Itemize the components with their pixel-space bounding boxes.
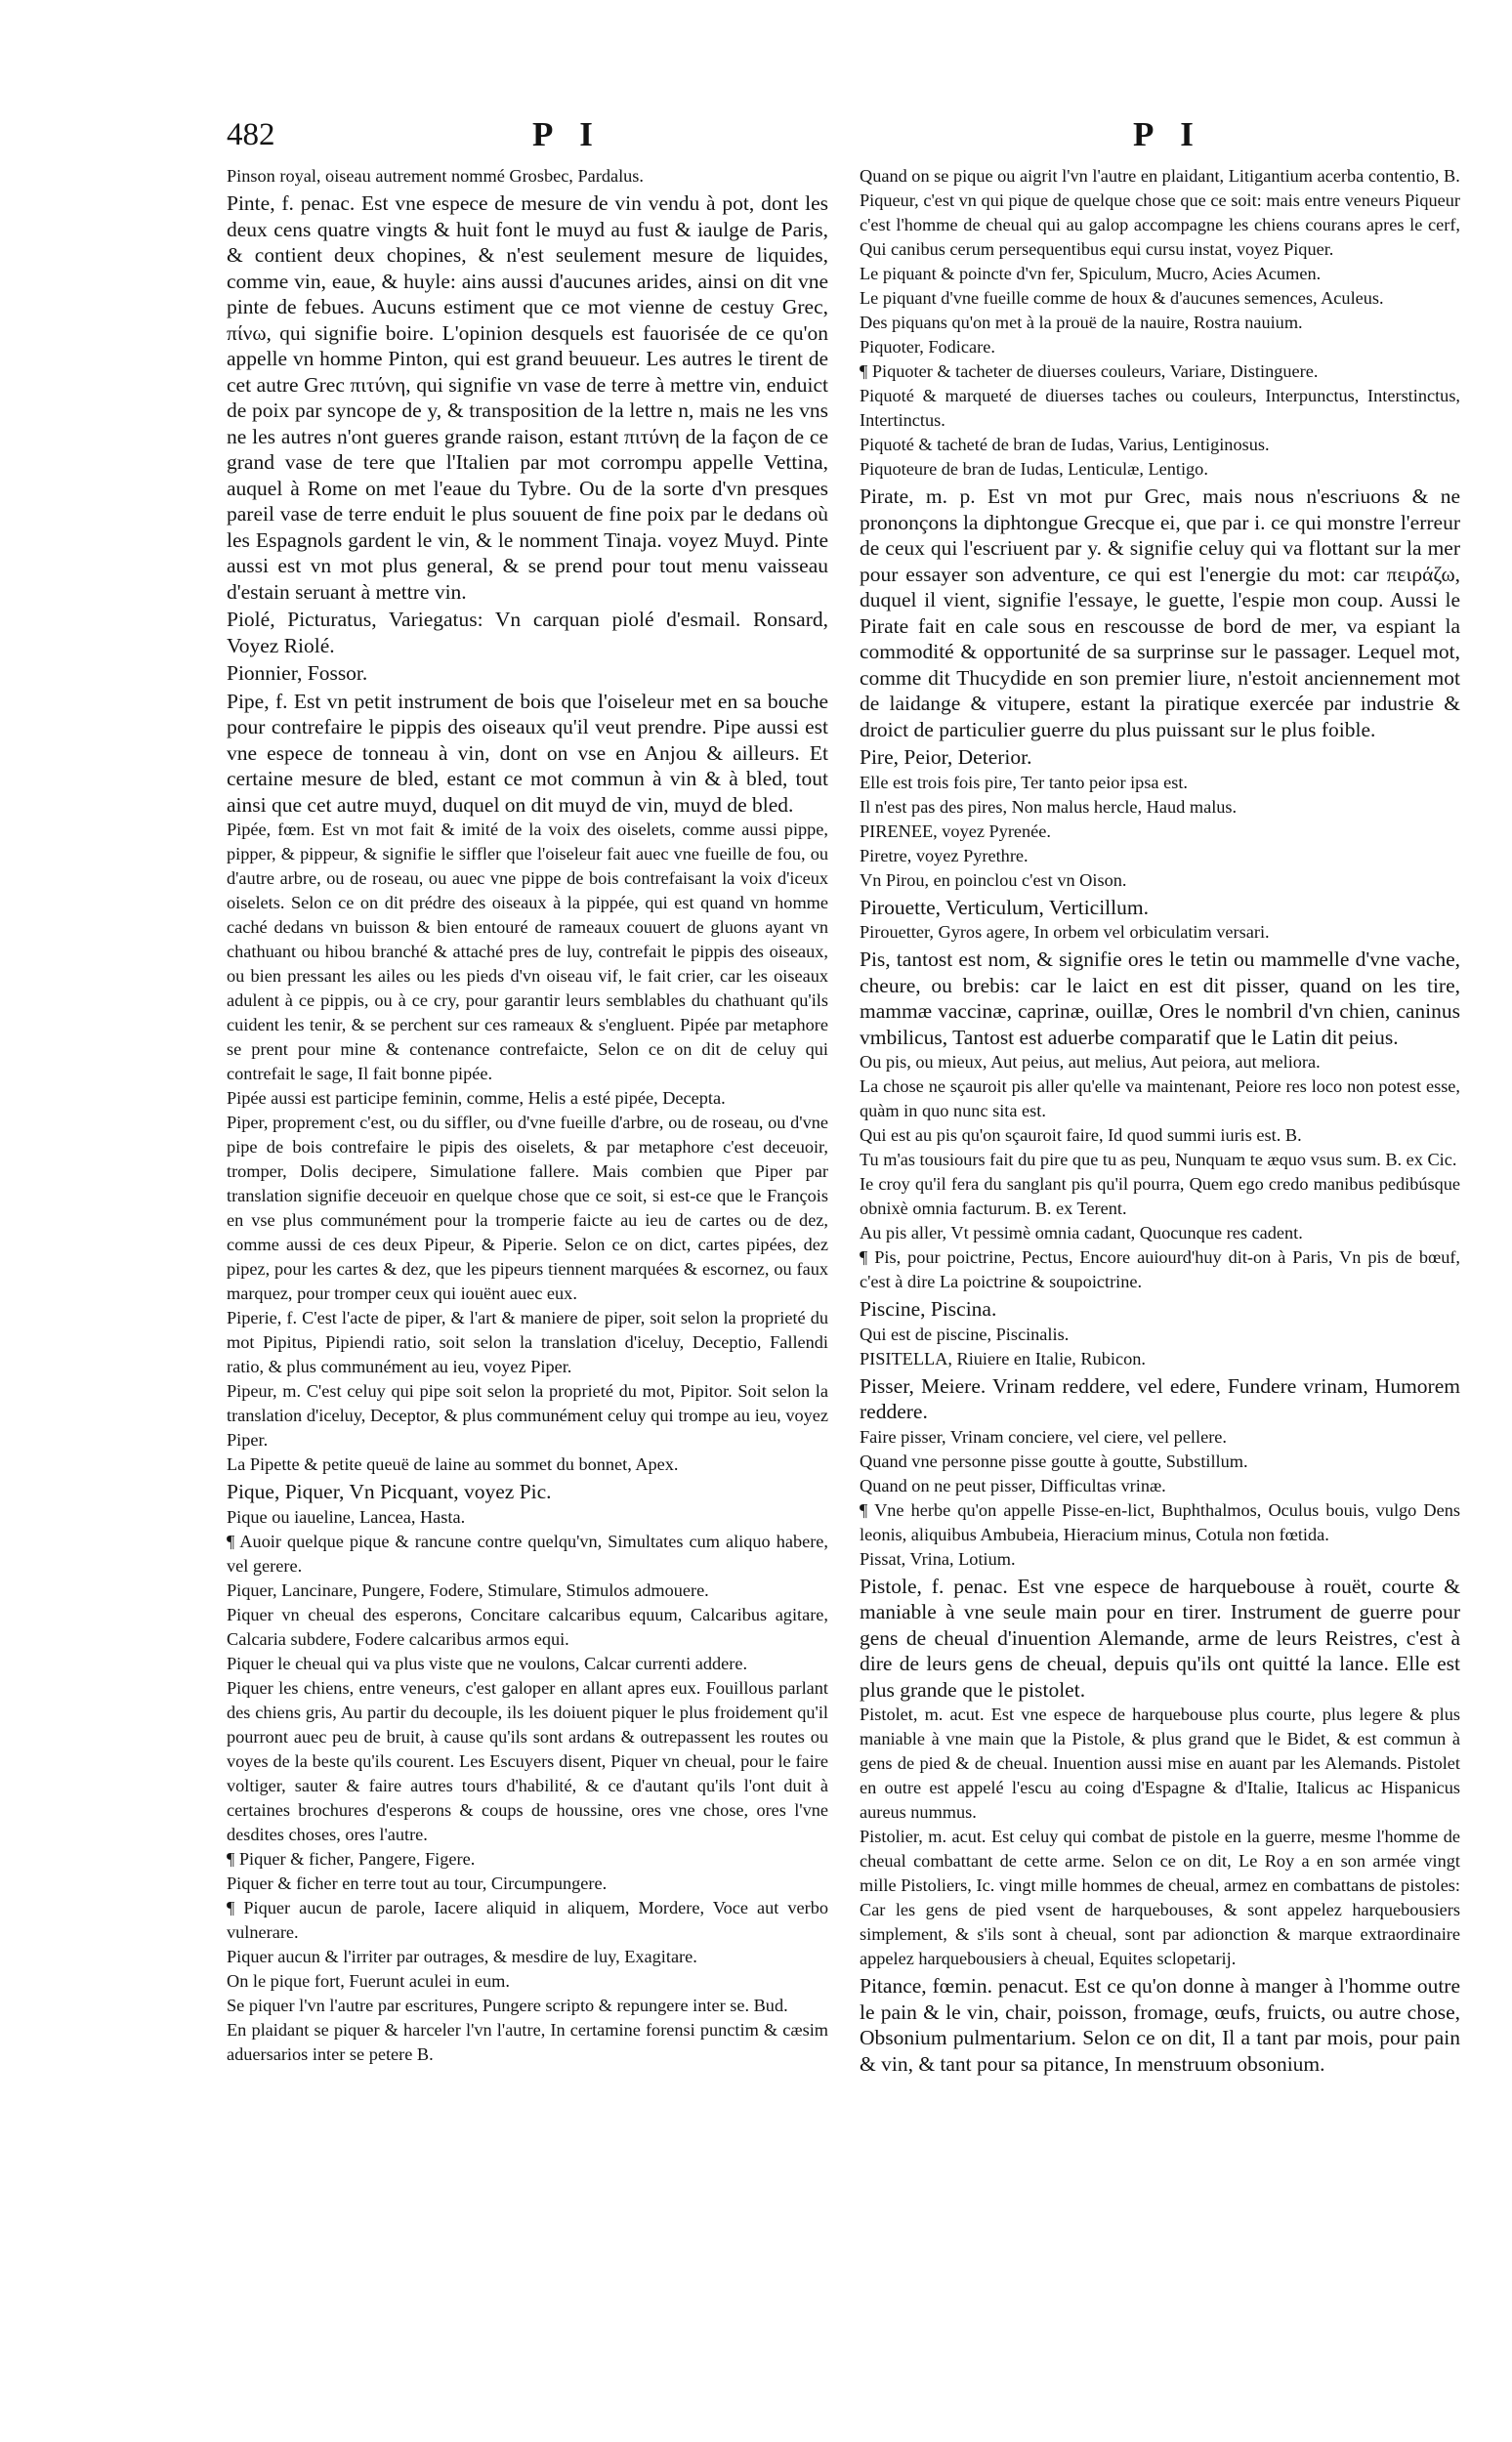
dictionary-entry: Pipeur, m. C'est celuy qui pipe soit selon la proprieté du mot, Pipitor. Soit selon la translation d'iceluy, Deceptor, & plus communément celuy qui trompe au ieu, voyez Piper. [227, 1381, 828, 1450]
dictionary-entry: Piquer le cheual qui va plus viste que ne voulons, Calcar currenti addere. [227, 1653, 748, 1673]
dictionary-entry: Pistolier, m. acut. Est celuy qui combat de pistole en la guerre, mesme l'homme de cheual combattant de cette arme. Selon ce on dit, Le Roy a en son armée vingt mille Pistoliers, Ic. vingt mille hommes de cheual, armez en combattans de pistoles: Car les gens de pied vsent de harquebouses, & sont appelez harquebousiers simplement, & s'ils sont à cheual, sont par adionction & marque extraordinaire appelez harquebousiers à cheual, Equites sclopetarij. [860, 1827, 1460, 1968]
running-header-left: P I [532, 115, 603, 153]
dictionary-entry: Piquer vn cheual des esperons, Concitare calcaribus equum, Calcaribus agitare, Calcaria subdere, Fodere calcaribus armos equi. [227, 1604, 828, 1649]
dictionary-entry: Pirouette, Verticulum, Verticillum. [860, 895, 1149, 919]
dictionary-entry: Il n'est pas des pires, Non malus hercle, Haud malus. [860, 796, 1238, 817]
dictionary-entry: ¶ Pis, pour poictrine, Pectus, Encore auiourd'huy dit-on à Paris, Vn pis de bœuf, c'est à dire La poictrine & soupoictrine. [860, 1247, 1460, 1291]
dictionary-entry: Elle est trois fois pire, Ter tanto peior ipsa est. [860, 772, 1188, 792]
dictionary-entry: Pis, tantost est nom, & signifie ores le tetin ou mammelle d'vne vache, cheure, ou brebis: car le laict en est dit pisser, quand on les tire, mammæ vaccinæ, caprinæ, ouillæ, Ores le nombril d'vn chien, caninus vmbilicus, Tantost est aduerbe comparatif que le Latin dit peius. [860, 947, 1460, 1049]
dictionary-entry: Piper, proprement c'est, ou du siffler, ou d'vne fueille d'arbre, ou de roseau, ou d'vne pipe de bois contrefaire le pipis des oiselets, & par metaphore c'est deceuoir, tromper, Dolis decipere, Simulatione fallere. Mais combien que Piper par translation signifie deceuoir en quelque chose que ce soit, si est-ce que le François en vse plus communément pour la tromperie faicte au ieu de cartes ou de dez, comme aussi de ces deux Pipeur, & Piperie. Selon ce on dict, cartes pipées, dez pipez, pour les cartes & dez, que les pipeurs tiennent marquées & escornez, ou faux marquez, pour tromper ceux qui iouënt auec eux. [227, 1113, 828, 1303]
dictionary-entry: Pistole, f. penac. Est vne espece de harquebouse à rouët, courte & maniable à vne seule main pour en tirer. Instrument de guerre pour gens de cheual d'inuention Alemande, arme de leurs Reistres, c'est à dire de leurs gens de cheual, depuis qu'ils ont quitté la lance. Elle est plus grande que le pistolet. [860, 1574, 1460, 1702]
dictionary-entry: Pipée aussi est participe feminin, comme, Helis a esté pipée, Decepta. [227, 1088, 726, 1108]
dictionary-entry: PIRENEE, voyez Pyrenée. [860, 821, 1051, 841]
dictionary-entry: Piquer aucun & l'irriter par outrages, & mesdire de luy, Exagitare. [227, 1946, 697, 1966]
dictionary-entry: Pire, Peior, Deterior. [860, 745, 1032, 769]
page-number: 482 [227, 117, 275, 152]
dictionary-entry: ¶ Vne herbe qu'on appelle Pisse-en-lict, Buphthalmos, Oculus bouis, vulgo Dens leonis, aliquibus Ambubeia, Hieracium minus, Cotula non fœtida. [860, 1499, 1460, 1544]
dictionary-entry: Se piquer l'vn l'autre par escritures, Pungere scripto & repungere inter se. Bud. [227, 1995, 788, 2015]
dictionary-entry: Ou pis, ou mieux, Aut peius, aut melius, Aut peiora, aut meliora. [860, 1052, 1321, 1072]
dictionary-entry: Piolé, Picturatus, Variegatus: Vn carquan piolé d'esmail. Ronsard, Voyez Riolé. [227, 608, 828, 657]
dictionary-entry: ¶ Piquer & ficher, Pangere, Figere. [227, 1848, 476, 1869]
dictionary-entry: La chose ne sçauroit pis aller qu'elle va maintenant, Peiore res loco non potest esse, quàm in quo nunc sita est. [860, 1076, 1460, 1120]
dictionary-entry: Pissat, Vrina, Lotium. [860, 1548, 1016, 1569]
dictionary-entry: Piquer & ficher en terre tout au tour, Circumpungere. [227, 1873, 608, 1893]
dictionary-entry: Piquoteure de bran de Iudas, Lenticulæ, Lentigo. [860, 459, 1208, 479]
dictionary-entry: Piperie, f. C'est l'acte de piper, & l'art & maniere de piper, soit selon la proprieté du mot Pipitus, Pipiendi ratio, soit selon la translation d'iceluy, Deceptio, Fallendi ratio, & plus communément au ieu, voyez Piper. [227, 1308, 828, 1376]
dictionary-entry: En plaidant se piquer & harceler l'vn l'autre, In certamine forensi punctim & cæsim aduersarios inter se petere B. [227, 2019, 828, 2064]
dictionary-entry: Pistolet, m. acut. Est vne espece de harquebouse plus courte, plus legere & plus maniable à vne main que la Pistole, & plus grand que le Bidet, & est commun à gens de pied & de cheual. Inuention aussi mise en auant par les Alemands. Pistolet en outre est appelé l'escu au coing d'Espagne & d'Italie, Italicus ac Hispanicus aureus nummus. [860, 1705, 1460, 1822]
right-column [860, 164, 1460, 2077]
left-column [227, 164, 828, 2067]
running-header-right: P I [1133, 115, 1203, 153]
dictionary-entry: Vn Pirou, en poinclou c'est vn Oison. [860, 869, 1127, 890]
dictionary-entry: Piqueur, c'est vn qui pique de quelque chose que ce soit: mais entre veneurs Piqueur c'est l'homme de cheual qui au galop accompagne les chiens courans apres le cerf, Qui canibus cerum persequentibus equi cursu instat, voyez Piquer. [860, 190, 1460, 259]
dictionary-entry: Au pis aller, Vt pessimè omnia cadant, Quocunque res cadent. [860, 1223, 1303, 1242]
dictionary-entry: La Pipette & petite queuë de laine au sommet du bonnet, Apex. [227, 1454, 679, 1474]
dictionary-entry: Qui est de piscine, Piscinalis. [860, 1324, 1070, 1344]
dictionary-entry: Piquer les chiens, entre veneurs, c'est galoper en allant apres eux. Fouillous parlant des chiens gris, Au partir du decouple, ils les doiuent piquer le plus froidement qu'il pourront auec peu de bruit, à cause qu'ils sont ardans & outrepassent les routes ou voyes de la beste qu'ils courent. Les Escuyers disent, Piquer vn cheual, pour le faire voltiger, sauter & faire autres tours d'habilité, & ce d'autant qu'ils l'ont duit à certaines brochures d'esperons & coups de houssine, ores vne chose, ores l'vne desdites choses, ores l'autre. [227, 1677, 828, 1844]
dictionary-entry: Pirate, m. p. Est vn mot pur Grec, mais nous n'escriuons & ne prononçons la diphtongue Grecque ei, que par i. ce qui monstre l'erreur de ceux qui l'escriuent par y. & signifie celuy qui va flottant sur la mer pour essayer son adventure, ce qui est l'energie du mot: car πειράζω, duquel il vient, signifie l'essaye, le guette, l'espie mon coup. Aussi le Pirate fait en cale sous en rescousse de bord de mer, va espiant la commodité & opportunité de sa surprinse sur le passager. Lequel mot, comme dit Thucydide en son premier liure, n'estoit anciennement mot de laidange & vitupere, estant la piratique exercée par industrie & droict de particulier guerre du plus puissant sur le plus foible. [860, 484, 1460, 741]
dictionary-entry: Pirouetter, Gyros agere, In orbem vel orbiculatim versari. [860, 922, 1270, 942]
dictionary-entry: Piretre, voyez Pyrethre. [860, 845, 1029, 865]
dictionary-entry: Tu m'as tousiours fait du pire que tu as peu, Nunquam te æquo vsus sum. B. ex Cic. [860, 1150, 1457, 1169]
dictionary-entry: Piquoté & tacheté de bran de Iudas, Varius, Lentiginosus. [860, 435, 1270, 454]
dictionary-entry: Quand vne personne pisse goutte à goutte, Substillum. [860, 1451, 1248, 1471]
dictionary-entry: Piquer, Lancinare, Pungere, Fodere, Stimulare, Stimulos admouere. [227, 1579, 709, 1600]
dictionary-entry: Le piquant & poincte d'vn fer, Spiculum, Mucro, Acies Acumen. [860, 264, 1322, 283]
dictionary-entry: Pipe, f. Est vn petit instrument de bois que l'oiseleur met en sa bouche pour contrefaire le pippis des oiseaux qu'il veut prendre. Pipe aussi est vne espece de tonneau à vin, dont on vse en Anjou & ailleurs. Et certaine mesure de bled, estant ce mot commun à vin & à bled, tout ainsi que cet autre muyd, duquel on dit muyd de vin, muyd de bled. [227, 689, 828, 817]
dictionary-entry: Pisser, Meiere. Vrinam reddere, vel edere, Fundere vrinam, Humorem reddere. [860, 1373, 1460, 1423]
dictionary-entry: Pique, Piquer, Vn Picquant, voyez Pic. [227, 1480, 552, 1503]
dictionary-entry: ¶ Auoir quelque pique & rancune contre quelqu'vn, Simultates cum aliquo habere, vel gerere. [227, 1531, 828, 1576]
dictionary-entry: ¶ Piquoter & tacheter de diuerses couleurs, Variare, Distinguere. [860, 361, 1319, 381]
dictionary-entry: Des piquans qu'on met à la prouë de la nauire, Rostra nauium. [860, 313, 1303, 332]
dictionary-entry: Ie croy qu'il fera du sanglant pis qu'il pourra, Quem ego credo manibus pedibúsque obnixè omnia facturum. B. ex Terent. [860, 1174, 1460, 1218]
dictionary-entry: Piquoté & marqueté de diuerses taches ou couleurs, Interpunctus, Interstinctus, Intertinctus. [860, 386, 1460, 430]
dictionary-entry: Pinson royal, oiseau autrement nommé Grosbec, Pardalus. [227, 166, 644, 186]
dictionary-entry: Pitance, fœmin. penacut. Est ce qu'on donne à manger à l'homme outre le pain & le vin, chair, poisson, fromage, œufs, fruicts, ou autre chose, Obsonium pulmentarium. Selon ce on dit, Il a tant par mois, pour pain & vin, & tant pour sa pitance, In menstruum obsonium. [860, 1974, 1460, 2076]
dictionary-entry: PISITELLA, Riuiere en Italie, Rubicon. [860, 1348, 1146, 1368]
dictionary-entry: Quand on ne peut pisser, Difficultas vrinæ. [860, 1475, 1166, 1495]
dictionary-entry: Pique ou iaueline, Lancea, Hasta. [227, 1506, 466, 1527]
dictionary-entry: Piscine, Piscina. [860, 1297, 997, 1321]
dictionary-entry: Faire pisser, Vrinam conciere, vel ciere, vel pellere. [860, 1426, 1227, 1447]
dictionary-entry: ¶ Piquer aucun de parole, Iacere aliquid in aliquem, Mordere, Voce aut verbo vulnerare. [227, 1897, 828, 1942]
dictionary-entry: Piquoter, Fodicare. [860, 337, 995, 357]
dictionary-entry: Quand on se pique ou aigrit l'vn l'autre en plaidant, Litigantium acerba contentio, B. [860, 166, 1460, 186]
dictionary-entry: Qui est au pis qu'on sçauroit faire, Id quod summi iuris est. B. [860, 1125, 1302, 1145]
dictionary-entry: Pipée, fœm. Est vn mot fait & imité de la voix des oiselets, comme aussi pippe, pipper, & pippeur, & signifie le siffler que l'oiseleur fait auec vne fueille de fou, ou d'autre arbre, ou de roseau, ou auec vne pippe de bois contrefaisant la voix d'iceux oiselets. Selon ce on dit prédre des oiseaux à la pippée, qui est quand vn homme caché dedans vn buisson & bien entouré de rameaux couuert de gluons ayant vn chathuant ou hibou branché & attaché pres de luy, contrefait le pippis des oiseaux, ou bien pressant les ailes ou les pieds d'vn oiseau vif, le fait crier, car les oiseaux adulent à ce pippis, ou à ce cry, pour garantir leurs semblables du chathuant qu'ils cuident les tenir, & se perchent sur ces rameaux & s'engluent. Pipée par metaphore se prent pour mine & contenance contrefaicte, Selon ce on dit de celuy qui contrefait le sage, Il fait bonne pipée. [227, 820, 828, 1083]
dictionary-entry: Pinte, f. penac. Est vne espece de mesure de vin vendu à pot, dont les deux cens quatre vingts & huit font le muyd au fust & iaulge de Paris, & contient deux chopines, & n'est seulement mesure de liquides, comme vin, eaue, & huyle: ains aussi d'aucunes arides, ainsi on dit vne pinte de febues. Aucuns estiment que ce mot vienne de cestuy Grec, πίνω, qui signifie boire. L'opinion desquels est fauorisée de ce qu'on appelle vn homme Pinton, qui est grand beuueur. Les autres le tirent de cet autre Grec πιτύνη, qui signifie vn vase de terre à mettre vin, enduict de poix par syncope de y, & transposition de la lettre n, mais ne les vns ne les autres n'ont gueres grande raison, estant πιτύνη de la façon de ce grand vase de tere que l'Italien par mot corrompu appelle Vettina, auquel à Rome on met l'eaue du Tybre. Ou de la sorte d'vn presques pareil vase de terre enduit le plus souuent de fine poix par le dedans où les Espagnols gardent le vin, & le nomment Tinaja. voyez Muyd. Pinte aussi est vn mot plus general, & se prend pour tout menu vaisseau d'estain seruant à mettre vin. [227, 191, 828, 604]
dictionary-entry: Pionnier, Fossor. [227, 661, 368, 685]
dictionary-entry: On le pique fort, Fuerunt aculei in eum. [227, 1970, 510, 1991]
dictionary-entry: Le piquant d'vne fueille comme de houx & d'aucunes semences, Aculeus. [860, 288, 1384, 308]
